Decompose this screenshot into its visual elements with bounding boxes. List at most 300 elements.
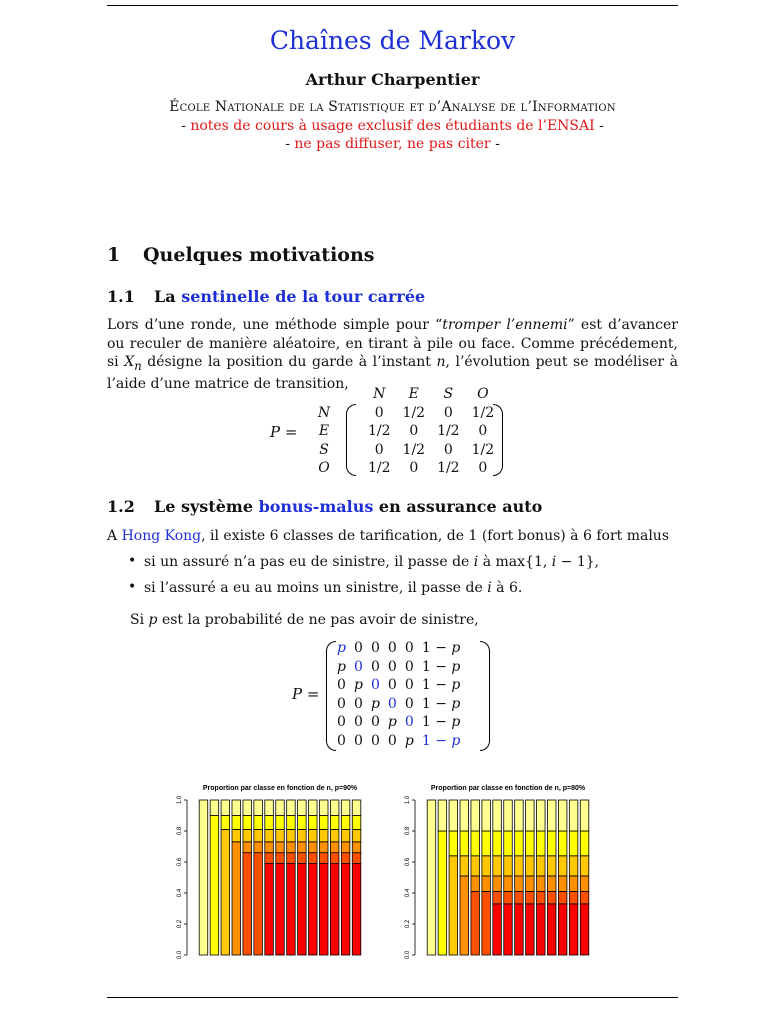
- matrix-cell: 0: [387, 640, 397, 656]
- bar-segment: [254, 842, 263, 853]
- bar-segment: [471, 831, 480, 856]
- matrix1-lhs: [270, 423, 297, 441]
- bar-segment: [526, 904, 535, 955]
- bar-segment: [558, 876, 567, 892]
- matrix-cell: 0: [404, 695, 414, 712]
- bar-segment: [449, 831, 458, 856]
- bar-segment: [460, 856, 469, 876]
- matrix-cell: 0: [387, 677, 397, 693]
- matrix-cell: 1/2: [437, 460, 460, 476]
- matrix-cell: 0: [337, 732, 346, 749]
- bar-segment: [569, 800, 578, 831]
- matrix-cell: 0: [443, 404, 453, 421]
- bar-segment: [569, 891, 578, 903]
- matrix-cell: 0: [353, 732, 363, 749]
- bar-segment: [471, 891, 480, 955]
- bar-segment: [287, 853, 296, 864]
- bar-segment: [298, 853, 307, 864]
- bar-segment: [580, 856, 589, 876]
- bar-segment: [254, 829, 263, 841]
- bar-segment: [547, 856, 556, 876]
- bar-segment: [547, 904, 556, 955]
- matrix-cell: 1 − p: [421, 677, 461, 693]
- para-text: Si: [130, 612, 149, 628]
- bar-segment: [232, 800, 241, 816]
- matrix-col-label: N: [373, 386, 386, 402]
- bar-segment: [460, 800, 469, 831]
- matrix-cell: 1/2: [402, 441, 426, 458]
- math-i: i: [487, 580, 492, 596]
- bar-segment: [515, 891, 524, 903]
- bar-segment: [482, 876, 491, 892]
- bar-segment: [526, 800, 535, 831]
- bar-segment: [319, 842, 328, 853]
- bar-segment: [210, 800, 219, 816]
- matrix-cell: 0: [404, 640, 414, 656]
- subsection-heading-1-1: [107, 287, 425, 306]
- matrix-cell: 0: [387, 732, 397, 749]
- matrix-cell: 0: [370, 732, 380, 749]
- matrix-cell: 0: [387, 695, 397, 712]
- matrix-cell: 0: [374, 441, 384, 458]
- distribution-note: [107, 136, 678, 152]
- matrix-row: [333, 639, 464, 658]
- bar-segment: [232, 842, 241, 955]
- list-text: si un assuré n’a pas eu de sinistre, il passe de: [144, 554, 474, 570]
- y-tick-label: 0.8: [405, 826, 411, 836]
- matrix-cell: 1/2: [402, 404, 426, 421]
- course-note-text: notes de cours à usage exclusif des étudiants de l’ENSAI: [190, 118, 595, 134]
- matrix2-right-paren: [480, 641, 490, 751]
- matrix-cell: 1 − p: [421, 714, 461, 730]
- bar-segment: [287, 800, 296, 816]
- matrix-cell: 1/2: [437, 423, 460, 439]
- matrix1: [306, 385, 500, 478]
- bar-segment: [221, 800, 230, 816]
- bar-segment: [515, 904, 524, 955]
- matrix-cell: 1 − p: [421, 640, 461, 656]
- bar-segment: [210, 816, 219, 956]
- bar-segment: [243, 800, 252, 816]
- matrix-cell: 0: [478, 423, 488, 439]
- y-tick-label: 0.8: [177, 826, 183, 836]
- bar-segment: [580, 891, 589, 903]
- matrix-cell: 1/2: [471, 404, 495, 421]
- matrix-cell: 0: [353, 714, 363, 730]
- bar-segment: [449, 800, 458, 831]
- equals-sign: =: [284, 423, 298, 441]
- matrix2: [333, 639, 464, 750]
- para-emphasis: tromper l’ennemi: [442, 317, 568, 333]
- bar-segment: [515, 876, 524, 892]
- bar-segment: [232, 829, 241, 841]
- bar-segment: [493, 904, 502, 955]
- bar-segment: [199, 800, 208, 955]
- chart-p80-svg: [400, 778, 600, 963]
- chart-p90: [172, 778, 372, 967]
- bar-segment: [287, 842, 296, 853]
- note-dash-right: -: [594, 118, 604, 134]
- para-text: est la probabilité de ne pas avoir de sinistre,: [157, 612, 479, 628]
- bar-segment: [515, 831, 524, 856]
- matrix1-right-paren: [493, 404, 503, 476]
- bar-segment: [460, 831, 469, 856]
- matrix-cell: 0: [374, 404, 384, 421]
- bar-segment: [287, 829, 296, 841]
- bar-segment: [298, 800, 307, 816]
- matrix-cell: p: [370, 695, 380, 712]
- list-text: − 1},: [556, 554, 600, 570]
- y-tick-label: 0.0: [177, 950, 183, 960]
- note-dash-left: -: [285, 136, 295, 152]
- matrix-col-label: O: [477, 386, 489, 402]
- sentinel-link[interactable]: sentinelle de la tour carrée: [181, 287, 426, 306]
- bar-segment: [537, 800, 546, 831]
- school-name: École Nationale de la Statistique et d’Analyse de l’Information: [169, 99, 616, 115]
- bar-segment: [471, 876, 480, 892]
- bar-segment: [537, 856, 546, 876]
- matrix-cell: 0: [443, 441, 453, 458]
- bar-segment: [319, 829, 328, 841]
- bar-segment: [319, 853, 328, 864]
- bar-segment: [493, 831, 502, 856]
- matrix-row: [306, 459, 500, 478]
- matrix-cell: 1 − p: [421, 695, 461, 712]
- matrix-cell: 1 − p: [421, 732, 461, 749]
- bar-segment: [298, 842, 307, 853]
- matrix-cell: 0: [387, 658, 397, 675]
- bar-segment: [352, 816, 361, 830]
- matrix-cell: 0: [353, 695, 363, 712]
- section-heading: [107, 244, 374, 266]
- bar-segment: [330, 853, 339, 864]
- matrix-row: [333, 676, 464, 695]
- matrix-cell: 0: [370, 658, 380, 675]
- matrix-cell: 0: [404, 714, 414, 730]
- bar-segment: [287, 816, 296, 830]
- bar-segment: [221, 816, 230, 830]
- bar-segment: [276, 800, 285, 816]
- probability-sentence: [130, 611, 630, 630]
- bar-segment: [580, 800, 589, 831]
- bar-segment: [580, 904, 589, 955]
- bar-segment: [471, 800, 480, 831]
- bar-segment: [515, 800, 524, 831]
- matrix-cell: p: [387, 714, 397, 730]
- bar-segment: [352, 842, 361, 853]
- math-n: n: [436, 354, 446, 370]
- bar-segment: [243, 853, 252, 955]
- matrix-cell: 0: [353, 640, 363, 656]
- matrix-cell: 1/2: [471, 441, 495, 458]
- bar-segment: [309, 853, 318, 864]
- rules-list: [128, 554, 599, 606]
- bar-segment: [341, 842, 350, 853]
- matrix-cell: 1/2: [368, 423, 391, 439]
- bar-segment: [265, 800, 274, 816]
- bar-segment: [309, 800, 318, 816]
- para-text: Lors d’une ronde, une méthode simple pour “: [107, 317, 443, 333]
- matrix-cell: p: [353, 677, 363, 693]
- bar-segment: [547, 891, 556, 903]
- matrix-cell: 1/2: [368, 460, 391, 476]
- matrix-cell: p: [337, 640, 346, 656]
- matrix-cell: 0: [409, 460, 419, 476]
- bar-segment: [482, 831, 491, 856]
- matrix1-left-paren: [346, 404, 356, 476]
- course-note: [107, 118, 678, 134]
- matrix-cell: 0: [409, 423, 419, 439]
- bar-segment: [504, 856, 513, 876]
- bar-segment: [341, 816, 350, 830]
- bar-segment: [352, 853, 361, 864]
- matrix-cell: 0: [337, 677, 346, 693]
- bar-segment: [526, 856, 535, 876]
- bar-segment: [276, 842, 285, 853]
- matrix2-table: [333, 639, 464, 750]
- bonus-malus-link[interactable]: bonus-malus: [258, 497, 374, 516]
- math-p: p: [148, 612, 158, 628]
- y-tick-label: 1.0: [177, 795, 183, 805]
- bar-segment: [569, 856, 578, 876]
- bar-segment: [569, 831, 578, 856]
- matrix-cell: 0: [370, 714, 380, 730]
- bar-segment: [243, 829, 252, 841]
- bar-segment: [330, 864, 339, 955]
- bar-segment: [438, 831, 447, 955]
- matrix-gap: [342, 385, 362, 404]
- bar-segment: [460, 876, 469, 955]
- bar-segment: [504, 876, 513, 892]
- equals-sign: =: [306, 685, 320, 703]
- para-text: , il existe 6 classes de tarification, de 1 (fort bonus) à 6 fort malus: [201, 528, 670, 544]
- bar-segment: [482, 856, 491, 876]
- bar-segment: [287, 864, 296, 955]
- y-tick-label: 0.4: [177, 888, 183, 898]
- bar-segment: [298, 829, 307, 841]
- matrix-cell: 0: [370, 640, 380, 656]
- bar-segment: [526, 891, 535, 903]
- bar-segment: [537, 876, 546, 892]
- bar-segment: [243, 816, 252, 830]
- document-title: Chaînes de Markov: [269, 26, 516, 55]
- bar-segment: [309, 842, 318, 853]
- matrix-row: [306, 422, 500, 441]
- bar-segment: [341, 864, 350, 955]
- math-i: i: [551, 554, 557, 570]
- bar-segment: [341, 829, 350, 841]
- bar-segment: [547, 876, 556, 892]
- subsection-number: 1.2: [107, 497, 135, 516]
- bar-segment: [558, 831, 567, 856]
- bar-segment: [493, 876, 502, 892]
- y-tick-label: 1.0: [405, 795, 411, 805]
- matrix-cell: 0: [353, 658, 363, 675]
- bar-segment: [558, 800, 567, 831]
- bar-segment: [265, 829, 274, 841]
- bar-segment: [276, 816, 285, 830]
- bar-segment: [537, 904, 546, 955]
- bar-segment: [493, 891, 502, 903]
- y-tick-label: 0.4: [405, 888, 411, 898]
- bar-segment: [221, 829, 230, 955]
- subsection-prefix: Le système: [154, 497, 259, 516]
- bar-segment: [471, 856, 480, 876]
- matrix-row-label: S: [319, 441, 329, 458]
- section-number: 1: [107, 244, 121, 266]
- matrix-col-label: E: [408, 386, 419, 402]
- bar-segment: [265, 864, 274, 955]
- bar-segment: [330, 800, 339, 816]
- hong-kong-link[interactable]: Hong Kong: [121, 528, 202, 544]
- subsection-suffix: en assurance auto: [373, 497, 543, 516]
- list-item: [128, 580, 599, 596]
- bar-segment: [580, 831, 589, 856]
- bar-segment: [319, 800, 328, 816]
- bar-segment: [276, 864, 285, 955]
- bar-segment: [319, 816, 328, 830]
- chart-title: Proportion par classe en fonction de n, p=80%: [430, 785, 586, 792]
- math-i: i: [473, 554, 479, 570]
- matrix-cell: 0: [370, 677, 380, 693]
- bar-segment: [298, 816, 307, 830]
- bar-segment: [569, 904, 578, 955]
- sentinel-paragraph: [107, 316, 678, 394]
- bar-segment: [265, 842, 274, 853]
- matrix-symbol: P: [292, 685, 303, 703]
- para-text: ” est d’avancer ou reculer de manière aléatoire, en tirant à pile ou face. Comme précédement, si: [107, 317, 678, 370]
- bar-segment: [243, 842, 252, 853]
- bar-segment: [558, 856, 567, 876]
- subsection-prefix: La: [154, 287, 182, 306]
- bar-segment: [276, 829, 285, 841]
- bar-segment: [298, 864, 307, 955]
- bar-segment: [493, 856, 502, 876]
- bar-segment: [254, 853, 263, 955]
- matrix-cell: p: [404, 732, 414, 749]
- bar-segment: [558, 904, 567, 955]
- section-title: Quelques motivations: [143, 244, 375, 266]
- bar-segment: [341, 853, 350, 864]
- para-text: , l’évolution peut se modéliser à l’aide d’une matrice de transition,: [107, 354, 678, 393]
- bar-segment: [309, 829, 318, 841]
- bar-segment: [526, 876, 535, 892]
- para-text: A: [107, 528, 122, 544]
- y-tick-label: 0.6: [177, 857, 183, 867]
- matrix-cell: 0: [404, 677, 414, 693]
- bar-segment: [482, 800, 491, 831]
- note-dash-right: -: [490, 136, 500, 152]
- matrix-cell: 0: [478, 460, 488, 476]
- matrix2-lhs: [292, 685, 319, 703]
- top-rule: [107, 5, 678, 6]
- bar-segment: [276, 853, 285, 864]
- bar-segment: [504, 891, 513, 903]
- matrix-row: [333, 695, 464, 714]
- chart-title: Proportion par classe en fonction de n, p=90%: [202, 785, 358, 792]
- y-tick-label: 0.2: [405, 919, 411, 929]
- matrix-cell: 0: [337, 714, 346, 730]
- bar-segment: [352, 800, 361, 816]
- matrix-row: [306, 404, 500, 423]
- note-dash-left: -: [181, 118, 191, 134]
- bar-segment: [265, 853, 274, 864]
- bar-segment: [265, 816, 274, 830]
- y-tick-label: 0.2: [177, 919, 183, 929]
- matrix-row: [306, 441, 500, 460]
- bar-segment: [569, 876, 578, 892]
- bar-segment: [319, 864, 328, 955]
- bar-segment: [449, 856, 458, 955]
- bar-segment: [309, 816, 318, 830]
- author-name: Arthur Charpentier: [305, 70, 480, 89]
- bar-segment: [330, 842, 339, 853]
- matrix-header-row: [306, 385, 500, 404]
- list-item: [128, 554, 599, 570]
- bar-segment: [330, 829, 339, 841]
- bar-segment: [504, 831, 513, 856]
- math-x: X: [124, 354, 135, 370]
- bar-segment: [537, 891, 546, 903]
- bar-segment: [254, 816, 263, 830]
- para-text: désigne la position du garde à l’instant: [141, 354, 437, 370]
- hong-kong-paragraph: [107, 527, 678, 546]
- distribution-note-text: ne pas diffuser, ne pas citer: [294, 136, 491, 152]
- math-subscript: n: [134, 358, 142, 373]
- bar-segment: [537, 831, 546, 856]
- list-text: à max{1,: [478, 554, 552, 570]
- matrix-cell: 1 − p: [421, 658, 461, 675]
- bar-segment: [232, 816, 241, 830]
- bar-segment: [352, 829, 361, 841]
- bar-segment: [254, 800, 263, 816]
- matrix-col-label: S: [443, 386, 454, 402]
- y-tick-label: 0.0: [405, 950, 411, 960]
- matrix-symbol: P: [270, 423, 281, 441]
- list-text: à 6.: [491, 580, 523, 596]
- bar-segment: [341, 800, 350, 816]
- matrix-cell: p: [337, 658, 346, 675]
- matrix-cell: 0: [404, 658, 414, 675]
- bar-segment: [330, 816, 339, 830]
- chart-p80: [400, 778, 600, 967]
- matrix-corner: [306, 385, 342, 404]
- matrix-row-label: O: [318, 460, 330, 476]
- bar-segment: [309, 864, 318, 955]
- bar-segment: [580, 876, 589, 892]
- matrix-row-label: E: [318, 423, 330, 439]
- subsection-number: 1.1: [107, 287, 135, 306]
- bar-segment: [504, 904, 513, 955]
- bar-segment: [558, 891, 567, 903]
- bar-segment: [438, 800, 447, 831]
- matrix1-table: [306, 385, 500, 478]
- bar-segment: [547, 831, 556, 856]
- bar-segment: [547, 800, 556, 831]
- bar-segment: [515, 856, 524, 876]
- bar-segment: [427, 800, 436, 955]
- bar-segment: [526, 831, 535, 856]
- bar-segment: [352, 864, 361, 955]
- chart-p90-svg: [172, 778, 372, 963]
- y-tick-label: 0.6: [405, 857, 411, 867]
- list-text: si l’assuré a eu au moins un sinistre, il passe de: [144, 580, 488, 596]
- subsection-heading-1-2: [107, 497, 542, 516]
- matrix-row: [333, 658, 464, 677]
- bar-segment: [493, 800, 502, 831]
- matrix-cell: 0: [337, 695, 346, 712]
- matrix-row: [333, 713, 464, 732]
